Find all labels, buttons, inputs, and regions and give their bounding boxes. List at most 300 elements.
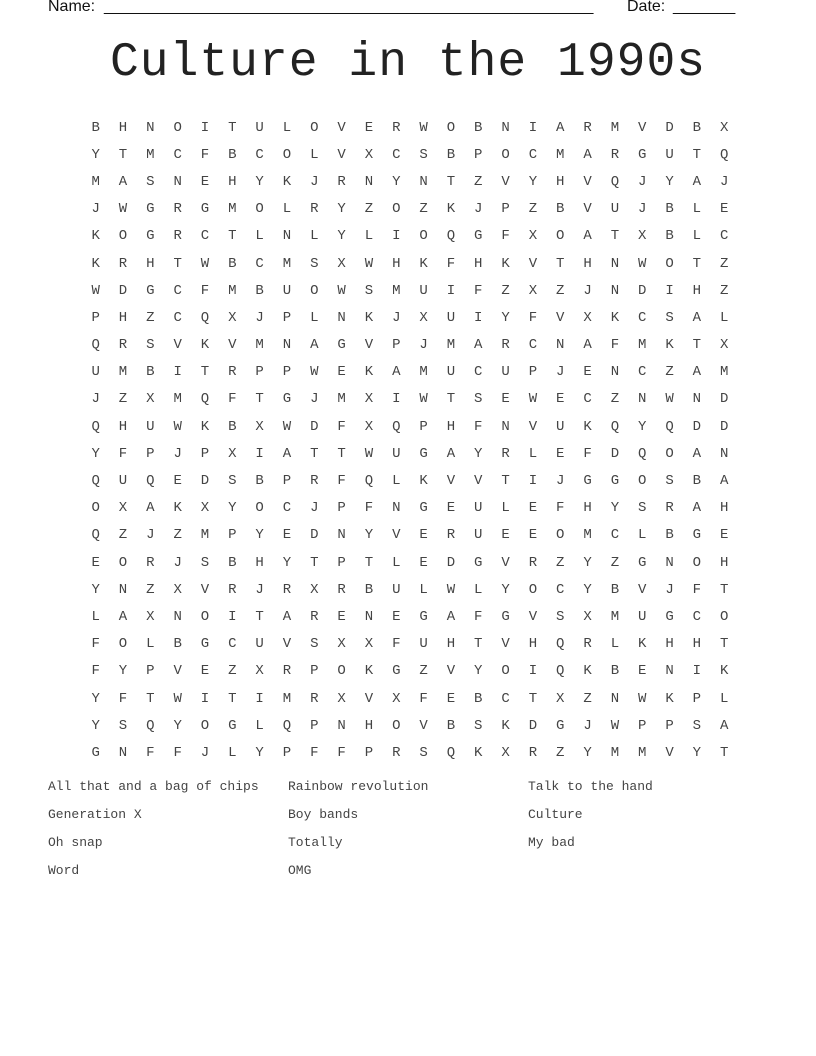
grid-letter[interactable]: C: [255, 255, 264, 272]
grid-letter[interactable]: P: [310, 663, 319, 680]
grid-letter[interactable]: T: [556, 255, 565, 272]
grid-letter[interactable]: L: [255, 228, 264, 245]
grid-letter[interactable]: U: [665, 146, 674, 163]
grid-letter[interactable]: J: [173, 445, 182, 462]
grid-letter[interactable]: O: [118, 228, 128, 245]
grid-letter[interactable]: J: [720, 173, 729, 190]
grid-letter[interactable]: N: [282, 228, 292, 245]
grid-letter[interactable]: C: [610, 527, 620, 544]
grid-letter[interactable]: B: [228, 418, 237, 435]
date-line[interactable]: _______: [673, 0, 736, 15]
grid-letter[interactable]: B: [474, 690, 483, 707]
grid-letter[interactable]: T: [228, 119, 237, 136]
grid-letter[interactable]: J: [638, 201, 647, 218]
grid-letter[interactable]: N: [556, 337, 565, 354]
grid-letter[interactable]: L: [638, 527, 647, 544]
grid-letter[interactable]: T: [610, 228, 620, 245]
grid-letter[interactable]: G: [200, 636, 210, 653]
grid-letter[interactable]: R: [528, 554, 538, 571]
grid-letter[interactable]: J: [583, 282, 592, 299]
grid-letter[interactable]: D: [310, 418, 319, 435]
grid-letter[interactable]: O: [91, 500, 100, 517]
grid-letter[interactable]: F: [337, 473, 346, 490]
grid-letter[interactable]: R: [228, 364, 237, 381]
grid-letter[interactable]: P: [501, 201, 510, 218]
grid-letter[interactable]: V: [528, 418, 538, 435]
grid-letter[interactable]: S: [228, 473, 237, 490]
grid-letter[interactable]: H: [583, 255, 592, 272]
grid-letter[interactable]: V: [446, 473, 456, 490]
grid-letter[interactable]: W: [364, 445, 374, 462]
grid-letter[interactable]: R: [665, 500, 674, 517]
grid-letter[interactable]: T: [446, 391, 456, 408]
grid-letter[interactable]: T: [692, 146, 702, 163]
grid-letter[interactable]: O: [556, 228, 565, 245]
grid-letter[interactable]: M: [146, 146, 155, 163]
grid-letter[interactable]: G: [228, 717, 237, 734]
grid-letter[interactable]: F: [610, 337, 620, 354]
grid-letter[interactable]: M: [282, 255, 292, 272]
grid-letter[interactable]: C: [556, 581, 565, 598]
grid-letter[interactable]: E: [419, 527, 428, 544]
grid-letter[interactable]: G: [146, 282, 155, 299]
grid-letter[interactable]: V: [392, 527, 401, 544]
grid-letter[interactable]: Y: [255, 527, 264, 544]
grid-letter[interactable]: Y: [337, 228, 346, 245]
grid-letter[interactable]: V: [364, 690, 374, 707]
grid-letter[interactable]: Z: [610, 391, 620, 408]
grid-letter[interactable]: Z: [556, 282, 565, 299]
grid-letter[interactable]: Y: [91, 445, 100, 462]
grid-letter[interactable]: X: [583, 608, 592, 625]
grid-letter[interactable]: X: [337, 636, 346, 653]
grid-letter[interactable]: L: [392, 554, 401, 571]
grid-letter[interactable]: X: [638, 228, 647, 245]
grid-letter[interactable]: M: [638, 744, 647, 761]
grid-letter[interactable]: H: [556, 173, 565, 190]
grid-letter[interactable]: N: [665, 663, 674, 680]
grid-letter[interactable]: J: [310, 391, 319, 408]
grid-letter[interactable]: X: [228, 309, 237, 326]
grid-letter[interactable]: Q: [282, 717, 292, 734]
grid-letter[interactable]: B: [610, 663, 620, 680]
grid-letter[interactable]: X: [173, 581, 182, 598]
grid-letter[interactable]: G: [282, 391, 292, 408]
grid-letter[interactable]: T: [364, 554, 374, 571]
grid-letter[interactable]: D: [720, 391, 729, 408]
grid-letter[interactable]: V: [583, 173, 592, 190]
grid-letter[interactable]: Q: [91, 473, 100, 490]
grid-letter[interactable]: H: [583, 500, 592, 517]
grid-letter[interactable]: R: [583, 119, 592, 136]
grid-letter[interactable]: R: [310, 473, 319, 490]
grid-letter[interactable]: N: [610, 364, 620, 381]
grid-letter[interactable]: A: [692, 445, 702, 462]
grid-letter[interactable]: E: [200, 173, 210, 190]
grid-letter[interactable]: R: [392, 744, 401, 761]
grid-letter[interactable]: P: [228, 527, 237, 544]
grid-letter[interactable]: T: [528, 690, 538, 707]
grid-letter[interactable]: T: [692, 255, 702, 272]
grid-letter[interactable]: H: [255, 554, 264, 571]
grid-letter[interactable]: B: [665, 527, 674, 544]
grid-letter[interactable]: J: [419, 337, 428, 354]
grid-letter[interactable]: H: [228, 173, 237, 190]
grid-letter[interactable]: X: [392, 690, 401, 707]
grid-letter[interactable]: K: [665, 690, 674, 707]
grid-letter[interactable]: B: [228, 554, 237, 571]
grid-letter[interactable]: P: [255, 364, 264, 381]
grid-letter[interactable]: P: [665, 717, 674, 734]
grid-letter[interactable]: L: [720, 690, 729, 707]
grid-letter[interactable]: J: [638, 173, 647, 190]
grid-letter[interactable]: P: [638, 717, 647, 734]
grid-letter[interactable]: E: [173, 473, 182, 490]
grid-letter[interactable]: Y: [692, 744, 702, 761]
grid-letter[interactable]: Q: [146, 473, 155, 490]
grid-letter[interactable]: D: [692, 418, 702, 435]
grid-letter[interactable]: N: [146, 119, 155, 136]
grid-letter[interactable]: V: [665, 744, 674, 761]
grid-letter[interactable]: P: [528, 364, 538, 381]
grid-letter[interactable]: E: [337, 364, 346, 381]
grid-letter[interactable]: N: [720, 445, 729, 462]
grid-letter[interactable]: C: [638, 364, 647, 381]
grid-letter[interactable]: N: [392, 500, 401, 517]
grid-letter[interactable]: T: [310, 445, 319, 462]
grid-letter[interactable]: K: [419, 473, 428, 490]
grid-letter[interactable]: Y: [610, 500, 620, 517]
grid-letter[interactable]: K: [200, 337, 210, 354]
grid-letter[interactable]: P: [419, 418, 428, 435]
grid-letter[interactable]: I: [200, 690, 210, 707]
grid-letter[interactable]: F: [501, 228, 510, 245]
grid-letter[interactable]: Z: [610, 554, 620, 571]
grid-letter[interactable]: H: [118, 309, 128, 326]
grid-letter[interactable]: D: [665, 119, 674, 136]
grid-letter[interactable]: J: [200, 744, 210, 761]
grid-letter[interactable]: F: [392, 636, 401, 653]
grid-letter[interactable]: G: [200, 201, 210, 218]
grid-letter[interactable]: B: [610, 581, 620, 598]
grid-letter[interactable]: A: [446, 445, 456, 462]
grid-letter[interactable]: D: [610, 445, 620, 462]
grid-letter[interactable]: W: [337, 282, 346, 299]
grid-letter[interactable]: O: [282, 146, 292, 163]
grid-letter[interactable]: W: [610, 717, 620, 734]
grid-letter[interactable]: X: [364, 636, 374, 653]
grid-letter[interactable]: N: [173, 608, 182, 625]
grid-letter[interactable]: P: [692, 690, 702, 707]
grid-letter[interactable]: K: [665, 337, 674, 354]
grid-letter[interactable]: W: [200, 255, 210, 272]
grid-letter[interactable]: Y: [255, 173, 264, 190]
grid-letter[interactable]: Z: [364, 201, 374, 218]
grid-letter[interactable]: B: [255, 473, 264, 490]
grid-letter[interactable]: G: [392, 663, 401, 680]
grid-letter[interactable]: E: [337, 608, 346, 625]
grid-letter[interactable]: K: [610, 309, 620, 326]
grid-letter[interactable]: B: [665, 228, 674, 245]
grid-letter[interactable]: M: [610, 119, 620, 136]
grid-letter[interactable]: P: [282, 744, 292, 761]
grid-letter[interactable]: G: [692, 527, 702, 544]
grid-letter[interactable]: L: [310, 309, 319, 326]
grid-letter[interactable]: E: [556, 391, 565, 408]
grid-letter[interactable]: S: [692, 717, 702, 734]
grid-letter[interactable]: E: [200, 663, 210, 680]
grid-letter[interactable]: L: [692, 201, 702, 218]
grid-letter[interactable]: K: [446, 201, 456, 218]
grid-letter[interactable]: O: [200, 608, 210, 625]
grid-letter[interactable]: Y: [528, 173, 538, 190]
name-line[interactable]: _______________________________________________________: [104, 0, 594, 15]
grid-letter[interactable]: W: [173, 418, 182, 435]
grid-letter[interactable]: H: [474, 255, 483, 272]
grid-letter[interactable]: R: [528, 744, 538, 761]
grid-letter[interactable]: T: [720, 581, 729, 598]
grid-letter[interactable]: N: [173, 173, 182, 190]
grid-letter[interactable]: X: [337, 255, 346, 272]
grid-letter[interactable]: J: [310, 500, 319, 517]
grid-letter[interactable]: R: [310, 201, 319, 218]
grid-letter[interactable]: G: [146, 201, 155, 218]
grid-letter[interactable]: I: [474, 309, 483, 326]
grid-letter[interactable]: O: [200, 717, 210, 734]
grid-letter[interactable]: E: [720, 201, 729, 218]
grid-letter[interactable]: M: [583, 527, 592, 544]
grid-letter[interactable]: U: [146, 418, 155, 435]
grid-letter[interactable]: T: [146, 690, 155, 707]
grid-letter[interactable]: Z: [665, 364, 674, 381]
grid-letter[interactable]: V: [337, 146, 346, 163]
grid-letter[interactable]: K: [583, 418, 592, 435]
grid-letter[interactable]: F: [91, 636, 100, 653]
grid-letter[interactable]: B: [91, 119, 100, 136]
grid-letter[interactable]: S: [665, 473, 674, 490]
grid-letter[interactable]: C: [282, 500, 292, 517]
grid-letter[interactable]: W: [446, 581, 456, 598]
grid-letter[interactable]: D: [720, 418, 729, 435]
grid-letter[interactable]: H: [392, 255, 401, 272]
grid-letter[interactable]: F: [528, 309, 538, 326]
grid-letter[interactable]: I: [200, 119, 210, 136]
grid-letter[interactable]: H: [692, 282, 702, 299]
grid-letter[interactable]: Y: [638, 418, 647, 435]
grid-letter[interactable]: K: [173, 500, 182, 517]
grid-letter[interactable]: L: [501, 500, 510, 517]
grid-letter[interactable]: C: [255, 146, 264, 163]
grid-letter[interactable]: U: [419, 636, 428, 653]
grid-letter[interactable]: K: [364, 309, 374, 326]
grid-letter[interactable]: L: [419, 581, 428, 598]
grid-letter[interactable]: Q: [446, 228, 456, 245]
grid-letter[interactable]: N: [665, 554, 674, 571]
grid-letter[interactable]: Y: [364, 527, 374, 544]
grid-letter[interactable]: O: [310, 282, 319, 299]
grid-letter[interactable]: P: [282, 473, 292, 490]
grid-letter[interactable]: C: [173, 309, 182, 326]
grid-letter[interactable]: E: [419, 554, 428, 571]
grid-letter[interactable]: N: [638, 391, 647, 408]
grid-letter[interactable]: O: [337, 663, 346, 680]
grid-letter[interactable]: W: [173, 690, 182, 707]
grid-letter[interactable]: T: [228, 228, 237, 245]
grid-letter[interactable]: X: [118, 500, 128, 517]
grid-letter[interactable]: H: [446, 418, 456, 435]
grid-letter[interactable]: V: [200, 581, 210, 598]
grid-letter[interactable]: D: [200, 473, 210, 490]
grid-letter[interactable]: P: [337, 500, 346, 517]
grid-letter[interactable]: R: [282, 663, 292, 680]
grid-letter[interactable]: H: [720, 554, 729, 571]
grid-letter[interactable]: G: [556, 717, 565, 734]
grid-letter[interactable]: L: [91, 608, 100, 625]
grid-letter[interactable]: L: [528, 445, 538, 462]
grid-letter[interactable]: R: [446, 527, 456, 544]
grid-letter[interactable]: I: [528, 119, 538, 136]
grid-letter[interactable]: U: [474, 527, 483, 544]
grid-letter[interactable]: C: [173, 282, 182, 299]
grid-letter[interactable]: I: [528, 473, 538, 490]
grid-letter[interactable]: B: [474, 119, 483, 136]
grid-letter[interactable]: E: [638, 663, 647, 680]
grid-letter[interactable]: F: [692, 581, 702, 598]
grid-letter[interactable]: Q: [446, 744, 456, 761]
grid-letter[interactable]: B: [692, 473, 702, 490]
grid-letter[interactable]: S: [118, 717, 128, 734]
grid-letter[interactable]: H: [118, 119, 128, 136]
grid-letter[interactable]: V: [419, 717, 428, 734]
grid-letter[interactable]: G: [337, 337, 346, 354]
grid-letter[interactable]: S: [364, 282, 374, 299]
grid-letter[interactable]: V: [501, 554, 510, 571]
grid-letter[interactable]: E: [720, 527, 729, 544]
grid-letter[interactable]: A: [583, 337, 592, 354]
grid-letter[interactable]: N: [364, 173, 374, 190]
grid-letter[interactable]: V: [501, 173, 510, 190]
grid-letter[interactable]: X: [720, 337, 729, 354]
grid-letter[interactable]: X: [528, 228, 538, 245]
grid-letter[interactable]: A: [692, 173, 702, 190]
grid-letter[interactable]: J: [173, 554, 182, 571]
grid-letter[interactable]: Y: [173, 717, 182, 734]
grid-letter[interactable]: N: [692, 391, 702, 408]
grid-letter[interactable]: R: [583, 636, 592, 653]
grid-letter[interactable]: K: [200, 418, 210, 435]
grid-letter[interactable]: S: [474, 391, 483, 408]
grid-letter[interactable]: E: [583, 364, 592, 381]
grid-letter[interactable]: S: [200, 554, 210, 571]
grid-letter[interactable]: Y: [91, 690, 100, 707]
grid-letter[interactable]: F: [556, 500, 565, 517]
grid-letter[interactable]: L: [392, 473, 401, 490]
grid-letter[interactable]: X: [528, 282, 538, 299]
grid-letter[interactable]: E: [501, 527, 510, 544]
grid-letter[interactable]: V: [282, 636, 292, 653]
grid-letter[interactable]: P: [364, 744, 374, 761]
grid-letter[interactable]: G: [501, 608, 510, 625]
grid-letter[interactable]: A: [392, 364, 401, 381]
grid-letter[interactable]: P: [282, 309, 292, 326]
grid-letter[interactable]: F: [419, 690, 428, 707]
grid-letter[interactable]: U: [446, 309, 456, 326]
grid-letter[interactable]: O: [118, 636, 128, 653]
grid-letter[interactable]: C: [692, 608, 702, 625]
grid-letter[interactable]: V: [583, 201, 592, 218]
grid-letter[interactable]: F: [200, 146, 210, 163]
grid-letter[interactable]: Q: [200, 391, 210, 408]
grid-letter[interactable]: Z: [146, 581, 155, 598]
grid-letter[interactable]: N: [501, 119, 510, 136]
grid-letter[interactable]: G: [583, 473, 592, 490]
grid-letter[interactable]: J: [474, 201, 483, 218]
grid-letter[interactable]: Y: [91, 581, 100, 598]
grid-letter[interactable]: O: [173, 119, 182, 136]
grid-letter[interactable]: X: [364, 418, 374, 435]
grid-letter[interactable]: P: [200, 445, 210, 462]
grid-letter[interactable]: T: [255, 391, 264, 408]
grid-letter[interactable]: V: [556, 309, 565, 326]
grid-letter[interactable]: M: [610, 744, 620, 761]
grid-letter[interactable]: O: [665, 255, 674, 272]
grid-letter[interactable]: N: [501, 418, 510, 435]
grid-letter[interactable]: O: [310, 119, 319, 136]
grid-letter[interactable]: T: [692, 337, 702, 354]
grid-letter[interactable]: R: [337, 581, 346, 598]
grid-letter[interactable]: Z: [528, 201, 538, 218]
grid-letter[interactable]: Q: [91, 418, 100, 435]
grid-letter[interactable]: P: [91, 309, 100, 326]
grid-letter[interactable]: R: [310, 690, 319, 707]
grid-letter[interactable]: B: [692, 119, 702, 136]
grid-letter[interactable]: P: [392, 337, 401, 354]
grid-letter[interactable]: F: [474, 608, 483, 625]
grid-letter[interactable]: I: [692, 663, 702, 680]
grid-letter[interactable]: X: [501, 744, 510, 761]
grid-letter[interactable]: E: [446, 500, 456, 517]
grid-letter[interactable]: F: [310, 744, 319, 761]
grid-letter[interactable]: F: [364, 500, 374, 517]
grid-letter[interactable]: M: [282, 690, 292, 707]
grid-letter[interactable]: K: [583, 663, 592, 680]
grid-letter[interactable]: W: [282, 418, 292, 435]
grid-letter[interactable]: Y: [91, 717, 100, 734]
grid-letter[interactable]: H: [364, 717, 374, 734]
grid-letter[interactable]: F: [200, 282, 210, 299]
grid-letter[interactable]: V: [528, 608, 538, 625]
grid-letter[interactable]: W: [638, 690, 647, 707]
grid-letter[interactable]: K: [501, 255, 510, 272]
grid-letter[interactable]: Q: [665, 418, 674, 435]
grid-letter[interactable]: T: [228, 690, 237, 707]
grid-letter[interactable]: Z: [720, 255, 729, 272]
grid-letter[interactable]: M: [556, 146, 565, 163]
grid-letter[interactable]: Y: [501, 581, 510, 598]
grid-letter[interactable]: W: [528, 391, 538, 408]
grid-letter[interactable]: K: [364, 364, 374, 381]
grid-letter[interactable]: E: [528, 500, 538, 517]
grid-letter[interactable]: V: [474, 473, 483, 490]
grid-letter[interactable]: Y: [501, 309, 510, 326]
grid-letter[interactable]: H: [720, 500, 729, 517]
grid-letter[interactable]: J: [665, 581, 674, 598]
grid-letter[interactable]: C: [528, 337, 538, 354]
grid-letter[interactable]: T: [720, 744, 729, 761]
grid-letter[interactable]: Z: [474, 173, 483, 190]
grid-letter[interactable]: A: [146, 500, 155, 517]
grid-letter[interactable]: Y: [474, 663, 483, 680]
